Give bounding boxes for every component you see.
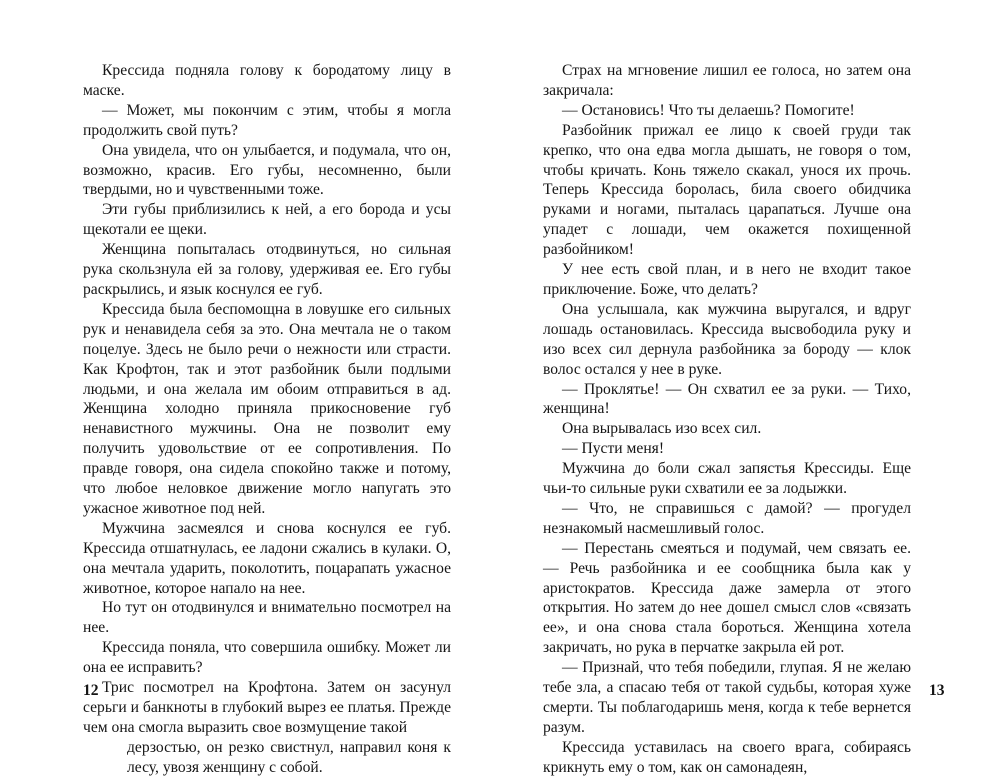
left-paragraph: — Может, мы покончим с этим, чтобы я могла продолжить свой путь? [83,101,451,139]
right-paragraph: — Перестань смеяться и подумай, чем связать ее. — Речь разбойника и ее сообщника была как у аристократов. Крессида даже замерла от этого открытия. Но затем до нее дошел смысл слов «связать ее», и она снова стала бороться. Женщина хотела закричать, но рука в перчатке закрыла ей рот. [543,539,911,657]
left-paragraph: Она увидела, что он улыбается, и подумала, что он, возможно, красив. Его губы, несомненно, были твердыми, но и чувственными тоже. [83,141,451,199]
left-page [83,61,451,778]
right-paragraph: — Пусти меня! [562,440,665,458]
left-paragraph: Крессида была беспомощна в ловушке его сильных рук и ненавидела себя за это. Она мечтала не о таком поцелуе. Здесь не было речи о нежности или страсти. Как Крофтон, так и этот разбойник были подлыми людьми, и она желала им обоим отправиться в ад. Женщина холодно приняла прикосновение губ ненавистного мужчины. Она не позволит ему получить удовольствие от ее сопротивления. По правде говоря, она сидела спокойно также и потому, что любое неловкое движение могло напугать это ужасное животное под ней. [83,300,451,517]
left-paragraph: Крессида подняла голову к бородатому лицу в маске. [83,62,451,99]
left-paragraph: Женщина попыталась отодвинуться, но сильная рука скользнула ей за голову, удерживая ее. Его губы раскрылись, и язык коснулся ее губ. [83,241,451,298]
right-paragraph: Разбойник прижал ее лицо к своей груди так крепко, что она едва могла дышать, не говоря о том, чтобы кричать. Конь тяжело скакал, унося их прочь. Теперь Крессида боролась, била своего обидчика руками и ногами, пыталась царапаться. Лучше она упадет с лошади, чем окажется похищенной разбойником! [543,121,911,259]
right-paragraph: — Остановись! Что ты делаешь? Помогите! [562,101,855,119]
left-paragraph: Мужчина засмеялся и снова коснулся ее губ. Крессида отшатнулась, ее ладони сжались в кулаки. О, она мечтала ударить, поколотить, поцарапать ужасное животное, которое напало на нее. [83,519,451,597]
left-paragraph: Трис посмотрел на Крофтона. Затем он засунул серьги и банкноты в глубокий вырез ее платья. Прежде чем она смогла выразить свое возмущение такой [83,679,451,736]
left-paragraph: Эти губы приблизились к ней, а его борода и усы щекотали ее щеки. [83,201,451,239]
left-paragraph: Крессида поняла, что совершила ошибку. Может ли она ее исправить? [83,639,451,677]
right-paragraph: — Проклятье! — Он схватил ее за руки. — Тихо, женщина! [543,380,911,418]
right-paragraph: — Что, не справишься с дамой? — прогудел незнакомый насмешливый голос. [543,499,911,537]
page-number-right: 13 [929,682,945,699]
right-paragraph: Страх на мгновение лишил ее голоса, но затем она закричала: [543,62,911,99]
right-page [543,61,911,778]
left-paragraph: Но тут он отодвинулся и внимательно посмотрел на нее. [83,599,451,637]
right-paragraph: У нее есть свой план, и в него не входит такое приключение. Боже, что делать? [543,261,911,298]
right-paragraph: Она услышала, как мужчина выругался, и вдруг лошадь остановилась. Крессида высвободила руку и изо всех сил дернула разбойника за бороду — клок волос остался у нее в руке. [543,300,911,378]
right-paragraph: Крессида уставилась на своего врага, собираясь крикнуть ему о том, как он самонадеян, [543,738,911,776]
right-paragraph: Она вырывалась изо всех сил. [562,420,762,438]
left-paragraph-continued: дерзостью, он резко свистнул, направил коня к лесу, увозя женщину с собой. [127,738,451,776]
page-number-left: 12 [83,682,99,699]
right-paragraph: — Признай, что тебя победили, глупая. Я не желаю тебе зла, а спасаю тебя от такой судьбы, которая хуже смерти. Ты поблагодаришь меня, когда к тебе вернется разум. [543,659,911,736]
right-paragraph: Мужчина до боли сжал запястья Крессиды. Еще чьи-то сильные руки схватили ее за лодыжки. [543,460,911,498]
